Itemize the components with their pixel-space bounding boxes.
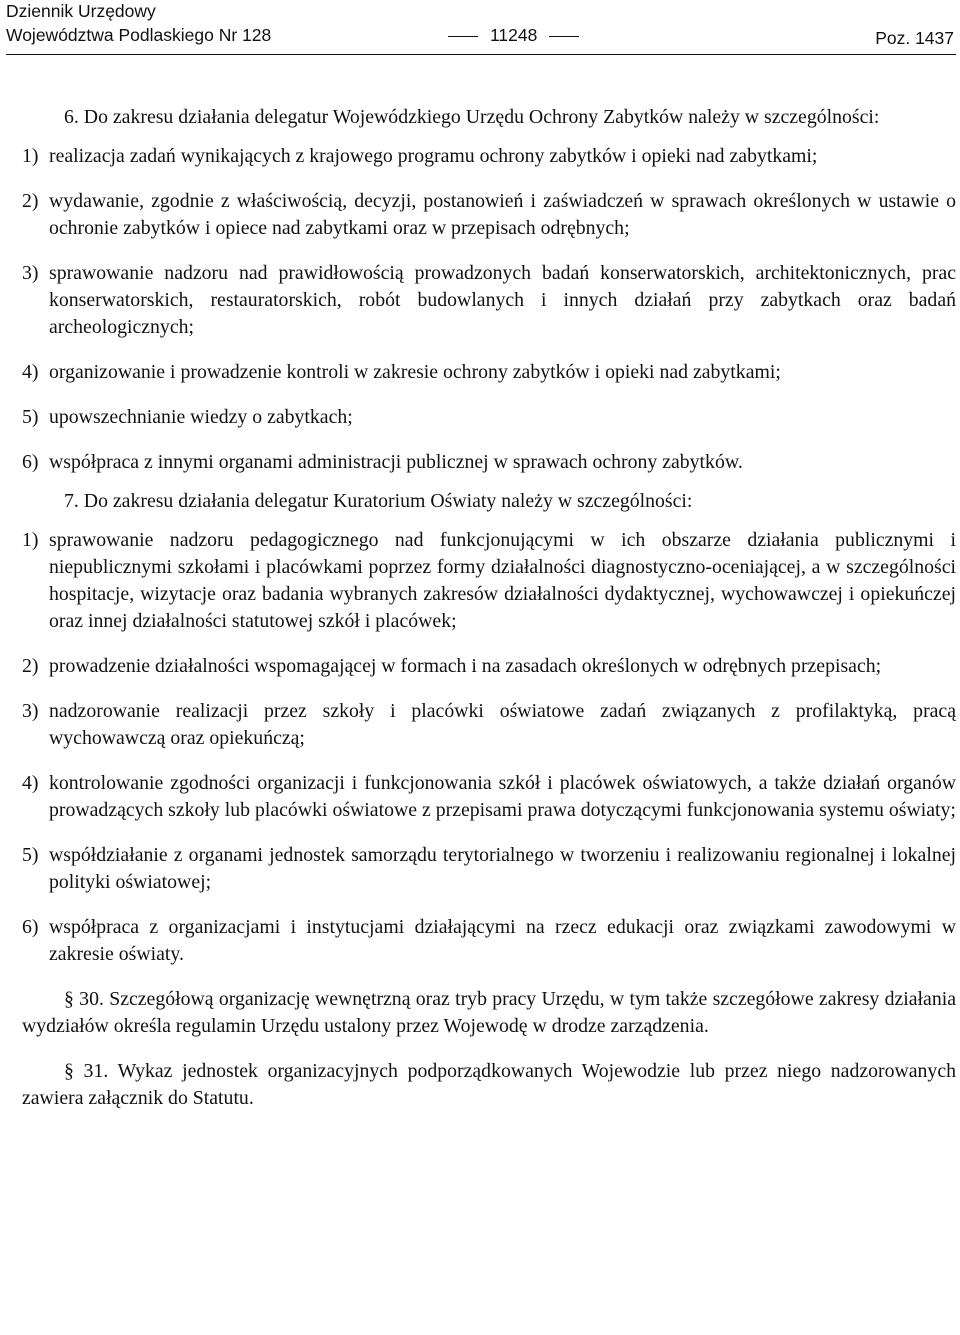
dash-right <box>549 36 579 37</box>
section6-item-1 <box>22 143 956 170</box>
section6-item-2 <box>22 188 956 242</box>
journal-title: Dziennik Urzędowy <box>6 1 156 21</box>
item-number: 5) <box>22 844 39 866</box>
item-number: 2) <box>22 190 39 212</box>
item-number: 4) <box>22 361 39 383</box>
section7-item-5 <box>22 842 956 896</box>
header-rule <box>6 54 956 55</box>
item-number: 3) <box>22 262 39 284</box>
section7-item-1 <box>22 527 956 635</box>
item-text: współdziałanie z organami jednostek samorządu terytorialnego w tworzeniu i realizowaniu regionalnej i lokalnej polityki oświatowej; <box>49 844 956 893</box>
item-number: 2) <box>22 655 39 677</box>
page-header <box>6 0 954 52</box>
page-number <box>436 24 591 46</box>
item-number: 1) <box>22 529 39 551</box>
section7-item-3 <box>22 698 956 752</box>
item-text: realizacja zadań wynikających z krajowego programu ochrony zabytków i opieki nad zabytkami; <box>49 145 818 167</box>
item-number: 5) <box>22 406 39 428</box>
item-text: kontrolowanie zgodności organizacji i funkcjonowania szkół i placówek oświatowych, a także działań organów prowadzących szkoły lub placówki oświatowe z przepisami prawa dotyczącymi funkcjonowania systemu oświaty; <box>49 772 956 821</box>
item-number: 3) <box>22 700 39 722</box>
page-number-text: 11248 <box>490 25 538 45</box>
item-text: współpraca z organizacjami i instytucjami działającymi na rzecz edukacji oraz związkami zawodowymi w zakresie oświaty. <box>49 916 956 965</box>
section7-intro: 7. Do zakresu działania delegatur Kuratorium Oświaty należy w szczególności: <box>64 490 693 512</box>
item-text: sprawowanie nadzoru nad prawidłowością prowadzonych badań konserwatorskich, architektonicznych, prac konserwatorskich, restauratorskich, robót budowlanych i innych działań przy zabytkach oraz badań archeologicznych; <box>49 262 956 338</box>
item-text: organizowanie i prowadzenie kontroli w zakresie ochrony zabytków i opieki nad zabytkami; <box>49 361 781 383</box>
item-number: 6) <box>22 451 39 473</box>
position-number: Poz. 1437 <box>875 28 954 48</box>
section6-item-5 <box>22 404 956 431</box>
section7-item-6 <box>22 914 956 968</box>
journal-issue: Województwa Podlaskiego Nr 128 <box>6 25 272 45</box>
item-text: współpraca z innymi organami administracji publicznej w sprawach ochrony zabytków. <box>49 451 743 473</box>
paragraph-30: § 30. Szczegółową organizację wewnętrzną oraz tryb pracy Urzędu, w tym także szczegółowe zakresy działania wydziałów określa regulamin Urzędu ustalony przez Wojewodę w drodze zarządzenia. <box>22 988 956 1037</box>
section7-item-2 <box>22 653 956 680</box>
section6-item-6 <box>22 449 956 476</box>
section6-item-4 <box>22 359 956 386</box>
section6-item-3 <box>22 260 956 341</box>
item-number: 6) <box>22 916 39 938</box>
item-text: nadzorowanie realizacji przez szkoły i placówki oświatowe zadań związanych z profilaktyką, pracą wychowawczą oraz opiekuńczą; <box>49 700 956 749</box>
section7-item-4 <box>22 770 956 824</box>
item-text: sprawowanie nadzoru pedagogicznego nad funkcjonującymi w ich obszarze działania publicznymi i niepublicznymi szkołami i placówkami poprzez formy działalności diagnostyczno-oceniającej, a w szczególności hospitacje, wizytacje oraz badania wybranych zakresów działalności dydaktycznej, wychowawczej i opiekuńczej oraz innej działalności statutowej szkół i placówek; <box>49 529 956 632</box>
section6-intro: 6. Do zakresu działania delegatur Wojewódzkiego Urzędu Ochrony Zabytków należy w szczególności: <box>64 106 880 128</box>
item-text: wydawanie, zgodnie z właściwością, decyzji, postanowień i zaświadczeń w sprawach określonych w ustawie o ochronie zabytków i opiece nad zabytkami oraz w przepisach odrębnych; <box>49 190 956 239</box>
dash-left <box>448 36 478 37</box>
document-body <box>22 104 956 1112</box>
item-text: prowadzenie działalności wspomagającej w formach i na zasadach określonych w odrębnych przepisach; <box>49 655 882 677</box>
item-number: 1) <box>22 145 39 167</box>
item-text: upowszechnianie wiedzy o zabytkach; <box>49 406 353 428</box>
paragraph-31: § 31. Wykaz jednostek organizacyjnych podporządkowanych Wojewodzie lub przez niego nadzorowanych zawiera załącznik do Statutu. <box>22 1060 956 1109</box>
item-number: 4) <box>22 772 39 794</box>
